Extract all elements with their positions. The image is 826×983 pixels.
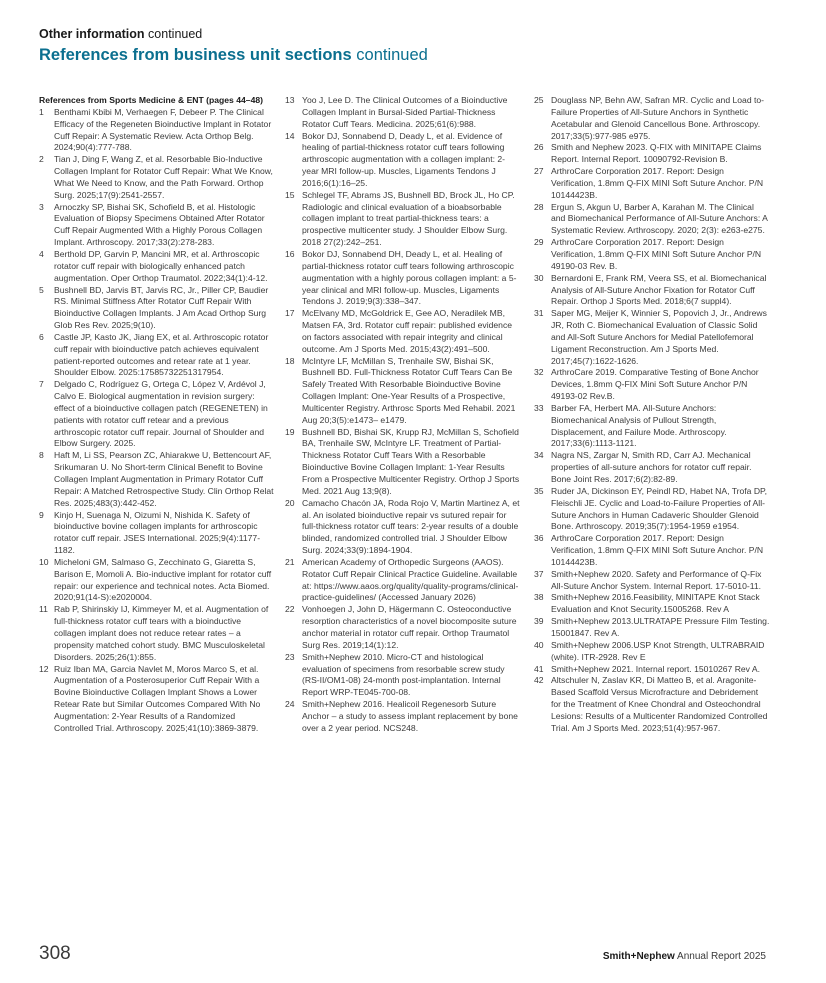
reference-text: Vonhoegen J, John D, Hägermann C. Osteoconductive resorption characteristics of a novel biocomposite suture anchor material in rotator cuff repair. Orthop Traumatol Surg Res. 2019;14(1):12. — [302, 604, 517, 650]
reference-item — [534, 142, 770, 166]
reference-item — [39, 557, 275, 604]
reference-item — [39, 510, 275, 557]
reference-number: 17 — [285, 308, 295, 319]
reference-number: 30 — [534, 272, 544, 283]
reference-item — [534, 569, 770, 593]
reference-item — [285, 604, 521, 651]
reference-number: 27 — [534, 166, 544, 177]
reference-item — [39, 285, 275, 332]
reference-text: ArthroCare Corporation 2017. Report: Design Verification, 1.8mm Q-FIX MINI Soft Suture Anchor. P/N 10144423B. — [551, 166, 764, 200]
reference-number: 11 — [39, 604, 48, 615]
reference-number: 12 — [39, 663, 49, 674]
reference-item — [534, 640, 770, 664]
footer-brand — [603, 951, 766, 962]
reference-item — [534, 450, 770, 486]
reference-number: 39 — [534, 616, 544, 627]
reference-item — [285, 249, 521, 308]
reference-item — [534, 592, 770, 616]
reference-text: Smith+Nephew 2016.Feasibility, MINITAPE Knot Stack Evaluation and Knot Security.15005268. Rev A — [551, 592, 760, 615]
reference-item — [39, 202, 275, 249]
reference-item — [534, 533, 770, 569]
page-title-bold: References from business unit sections — [39, 46, 352, 64]
reference-text: Altschuler N, Zaslav KR, Di Matteo B, et al. Aragonite-Based Scaffold Versus Microfracture and Debridement for the Treatment of Knee Chondral and Osteochondral Lesions: Results of a Multicenter Randomized Controlled Trial. Am J Sports Med. 2023;51(4):957-967. — [551, 675, 768, 733]
reference-item — [534, 273, 770, 309]
reference-number: 14 — [285, 130, 295, 141]
reference-text: Smith+Nephew 2021. Internal report. 15010267 Rev A. — [551, 663, 761, 674]
reference-text: Nagra NS, Zargar N, Smith RD, Carr AJ. Mechanical properties of all-suture anchors for rotator cuff repair. Bone Joint Res. 2017;6(2):82-89. — [551, 450, 752, 484]
reference-number: 26 — [534, 142, 544, 153]
reference-item — [39, 332, 275, 379]
reference-item — [39, 604, 275, 663]
reference-number: 18 — [285, 355, 295, 366]
reference-item — [285, 652, 521, 699]
reference-number: 5 — [39, 284, 44, 295]
reference-item — [534, 616, 770, 640]
reference-text: Schlegel TF, Abrams JS, Bushnell BD, Brock JL, Ho CP. Radiologic and clinical evaluation of a bioabsorbable collagen implant to treat partial-thickness tears: a prospective multicenter study. J Shoulder Elbow Surg. 2018 27(2):242–251. — [302, 189, 515, 248]
reference-item — [534, 403, 770, 450]
reference-item — [39, 107, 275, 154]
reference-number: 9 — [39, 509, 44, 520]
reference-text: Arnoczky SP, Bishai SK, Schofield B, et al. Histologic Evaluation of Biopsy Specimens Obtained After Rotator Cuff Repair Augmented With a Highly Porous Collagen Implant. Arthroscopy. 2017;33(2):278-283. — [54, 201, 265, 248]
reference-number: 10 — [39, 556, 49, 567]
reference-item — [39, 249, 275, 285]
reference-text: Camacho Chacón JA, Roda Rojo V, Martin Martinez A, et al. An isolated bioinductive repair vs sutured repair for full-thickness rotator cuff tears: 2-year results of a double blinded, randomized controlled trial. J Shoulder Elbow Surg. 2024;33(9):1894-1904. — [302, 497, 520, 556]
reference-item — [285, 95, 521, 131]
reference-item — [534, 664, 770, 676]
section-label — [39, 27, 202, 41]
reference-item — [285, 557, 521, 604]
reference-item — [285, 190, 521, 249]
section-label-continued: continued — [148, 27, 203, 41]
page-number: 308 — [39, 943, 71, 964]
reference-item — [534, 166, 770, 202]
reference-item — [285, 498, 521, 557]
reference-text: Tian J, Ding F, Wang Z, et al. Resorbable Bio-Inductive Collagen Implant for Rotator Cuff Repair: What We Know, What We Need to Know, and the Path Forward. Orthop Surg. 2025;17(9):2541-2557. — [54, 154, 273, 200]
reference-text: ArthroCare Corporation 2017. Report: Design Verification, 1.8mm Q-FIX MINI Soft Suture Anchor P/N 49190-03 Rev. B. — [551, 237, 762, 271]
reference-text: Delgado C, Rodríguez G, Ortega C, López V, Ardévol J, Calvo E. Biological augmentation in revision surgery: effect of a bioinductive collagen patch (REGENETEN) in patients with rotator cuff retear and a previous arthroscopic rotator cuff repair. Journal of Shoulder and Elbow Surgery. 2025. — [54, 379, 268, 449]
reference-text: ArthroCare Corporation 2017. Report: Design Verification, 1.8mm Q-FIX MINI Soft Suture Anchor. P/N 10144423B. — [551, 533, 764, 567]
reference-number: 31 — [534, 308, 544, 319]
reference-item — [534, 675, 770, 734]
reference-number: 23 — [285, 651, 295, 662]
reference-text: Smith+Nephew 2016. Healicoil Regenesorb Suture Anchor – a study to assess implant replacement by bone over a 2 year period. NCS248. — [302, 699, 518, 733]
reference-number: 2 — [39, 154, 44, 165]
reference-text: McIntyre LF, McMillan S, Trenhaile SW, Bishai SK, Bushnell BD. Full-Thickness Rotator Cuff Tears Can Be Safely Treated With Resorbable Bioinductive Bovine Collagen Implant: One-Year Results of a Prospective, Multicenter Registry. Arthrosc Sports Med Rehabil. 2021 Aug 20;3(5):e1473– e1479. — [302, 355, 516, 425]
reference-text: American Academy of Orthopedic Surgeons (AAOS). Rotator Cuff Repair Clinical Practice Guideline. Available at: https://www.aaos.org/quality/quality-programs/clinical-practice-guidelines/ (Accessed January 2026) — [302, 556, 519, 603]
reference-text: McElvany MD, McGoldrick E, Gee AO, Neradilek MB, Matsen FA, 3rd. Rotator cuff repair: published evidence on factors associated with repair integrity and clinical outcome. Am J Sports Med. 2015;43(2):491–500. — [302, 308, 513, 354]
reference-number: 29 — [534, 237, 544, 248]
reference-text: Bokor DJ, Sonnabend DH, Deady L, et al. Healing of partial-thickness rotator cuff tears following arthroscopic augmentation with a highly porous collagen implant: a 5-year clinical and MRI follow-up. Muscles, Ligaments Tendons J. 2019;9(3):338–347. — [302, 248, 517, 307]
references-heading: References from Sports Medicine & ENT (pages 44–48) — [39, 95, 263, 105]
reference-item — [534, 95, 770, 142]
reference-number: 32 — [534, 367, 544, 378]
references-column-1 — [39, 95, 275, 735]
reference-number: 15 — [285, 189, 295, 200]
reference-number: 13 — [285, 95, 295, 105]
reference-number: 20 — [285, 497, 295, 508]
reference-text: Benthami Kbibi M, Verhaegen F, Debeer P. The Clinical Efficacy of the Regeneten Bioinductive Implant in Rotator Cuff Repair: A Systematic Review. Acta Orthop Belg. 2024;90(4):777-788. — [54, 106, 272, 153]
reference-number: 4 — [39, 248, 44, 259]
page-title-continued: continued — [356, 46, 428, 64]
reference-number: 25 — [534, 95, 544, 105]
footer-report-name: Annual Report 2025 — [677, 951, 766, 962]
reference-text: Smith+Nephew 2020. Safety and Performance of Q-Fix All-Suture Anchor System. Internal Report. 17-5010-11. — [551, 568, 762, 591]
reference-text: Bokor DJ, Sonnabend D, Deady L, et al. Evidence of healing of partial-thickness rotator cuff tears following arthroscopic augmentation with a collagen implant: 2-year MRI follow-up. Muscles, Ligaments Tendons J 2016;6(1):16–25. — [302, 130, 506, 188]
reference-number: 7 — [39, 379, 44, 390]
reference-text: ArthroCare 2019. Comparative Testing of Bone Anchor Devices, 1.8mm Q-FIX Mini Soft Suture Anchor P/N 49193-02 Rev.B. — [551, 367, 759, 402]
section-label-bold: Other information — [39, 27, 145, 41]
reference-number: 36 — [534, 533, 544, 544]
reference-item — [39, 379, 275, 450]
reference-number: 6 — [39, 331, 44, 342]
reference-text: Smith and Nephew 2023. Q-FIX with MINITAPE Claims Report. Internal Report. 10090792-Revision B. — [551, 142, 762, 165]
reference-item — [534, 486, 770, 533]
reference-text: Yoo J, Lee D. The Clinical Outcomes of a Bioinductive Collagen Implant in Bursal-Sided Partial-Thickness Rotator Cuff Tears. Medicina. 2025;61(6):988. — [302, 95, 508, 129]
reference-item — [39, 450, 275, 509]
reference-item — [39, 664, 275, 735]
reference-item — [285, 308, 521, 355]
reference-text: Kinjo H, Suenaga N, Oizumi N, Nishida K. Safety of bioinductive bovine collagen implants for arthroscopic rotator cuff repair. JSES International. 2025;9(4):1177-1182. — [54, 509, 261, 556]
reference-text: Rab P, Shirinskiy IJ, Kimmeyer M, et al. Augmentation of full-thickness rotator cuff tears with a bioinductive collagen implant does not reduce retear rates – a propensity matched cohort study. BMC Musculoskeletal Disorders. 2025;26(1):855. — [54, 604, 269, 662]
references-column-2 — [285, 95, 521, 735]
reference-text: Ruiz Iban MA, Garcia Navlet M, Moros Marco S, et al. Augmentation of a Posterosuperior Cuff Repair With a Bovine Bioinductive Collagen Implant Shows a Lower Retear Rate but Similar Outcomes Compared With No Augmentation: 2-Year Results of a Randomized Controlled Trial. Arthroscopy. 2025;41(10):3869-3879. — [54, 663, 261, 733]
reference-text: Micheloni GM, Salmaso G, Zecchinato G, Giaretta S, Barison E, Momoli A. Bio-inductive implant for rotator cuff repair: our experience and technical notes. Acta Biomed. 2020;91(14-S):e2020004. — [54, 556, 272, 603]
reference-number: 35 — [534, 485, 544, 496]
reference-item — [39, 154, 275, 201]
reference-text: Berthold DP, Garvin P, Mancini MR, et al. Arthroscopic rotator cuff repair with biologically enhanced patch augmentation. Oper Orthop Traumatol. 2022;34(1):4-12. — [54, 248, 268, 283]
reference-text: Smith+Nephew 2010. Micro-CT and histological evaluation of specimens from resorbable screw study (RS-II/OM1-08) 24-month post-implantation. Internal Report WRP-TE045-700-08. — [302, 651, 505, 698]
reference-number: 42 — [534, 675, 544, 686]
reference-item — [534, 202, 770, 238]
reference-number: 33 — [534, 402, 544, 413]
reference-number: 16 — [285, 248, 295, 259]
reference-item — [534, 308, 770, 367]
reference-number: 22 — [285, 604, 295, 615]
reference-number: 28 — [534, 201, 544, 212]
reference-number: 3 — [39, 201, 44, 212]
reference-text: Ergun S, Akgun U, Barber A, Karahan M. The Clinical and Biomechanical Performance of All-Suture Anchors: A Systematic Review. Arthroscopy. 2020; 2(3): e263-e275. — [551, 201, 768, 236]
reference-text: Bernardoni E, Frank RM, Veera SS, et al. Biomechanical Analysis of All-Suture Anchor Fixation for Rotator Cuff Repair. Orthop J Sports Med. 2018;6(7 suppl4). — [551, 272, 767, 307]
reference-number: 8 — [39, 450, 44, 461]
reference-item — [534, 367, 770, 403]
reference-number: 37 — [534, 568, 544, 579]
reference-item — [285, 427, 521, 498]
reference-item — [285, 131, 521, 190]
reference-text: Ruder JA, Dickinson EY, Peindl RD, Habet NA, Trofa DP, Fleischli JE. Cyclic and Load-to-Failure Properties of All-Suture Anchors in Human Cadaveric Shoulder Glenoid Bone. Arthroscopy. 2019;35(7):1954-1959 e1954. — [551, 485, 768, 532]
reference-number: 24 — [285, 699, 295, 710]
reference-text: Castle JP, Kasto JK, Jiang EX, et al. Arthroscopic rotator cuff repair with bioinductive patch achieves equivalent patient-reported outcomes and retear rate at 1 year. Shoulder Elbow. 2025:17585732251317954. — [54, 331, 269, 378]
references-column-3 — [534, 95, 770, 735]
reference-text: Saper MG, Meijer K, Winnier S, Popovich J, Jr., Andrews JR, Roth C. Biomechanical Evaluation of Classic Solid and All-Soft Suture Anchors for Medial Patellofemoral Ligament Reconstruction. Am J Sports Med. 2017;45(7):1622-1626. — [551, 308, 767, 366]
reference-number: 41 — [534, 663, 544, 674]
reference-number: 38 — [534, 592, 544, 603]
reference-text: Smith+Nephew 2006.USP Knot Strength, ULTRABRAID (white). ITR-2928. Rev E — [551, 639, 765, 662]
reference-number: 19 — [285, 426, 295, 437]
footer-brand-name: Smith+Nephew — [602, 951, 675, 962]
reference-text: Douglass NP, Behn AW, Safran MR. Cyclic and Load to-Failure Properties of All-Suture Anchors in Synthetic Acetabular and Glenoid Cancellous Bone. Arthroscopy. 2017;33(5):977-985 e975. — [551, 95, 765, 141]
reference-number: 21 — [285, 556, 295, 567]
reference-item — [534, 237, 770, 273]
reference-number: 1 — [39, 106, 44, 117]
reference-text: Haft M, Li SS, Pearson ZC, Ahiarakwe U, Bettencourt AF, Srikumaran U. No Short-term Clinical Benefit to Bovine Collagen Implant Augmentation in Primary Rotator Cuff Repair: A Matched Retrospective Study. Clin Orthop Relat Res. 2025;483(3):442-452. — [54, 450, 274, 508]
reference-text: Smith+Nephew 2013.ULTRATAPE Pressure Film Testing. 15001847. Rev A. — [551, 616, 770, 638]
reference-text: Bushnell BD, Jarvis BT, Jarvis RC, Jr., Piller CP, Baudier RS. Minimal Stiffness After Rotator Cuff Repair With Bioinductive Collagen Implants. J Am Acad Orthop Surg Glob Res Rev. 2025;9(10). — [54, 284, 269, 331]
reference-text: Barber FA, Herbert MA. All-Suture Anchors: Biomechanical Analysis of Pullout Strength, Displacement, and Failure Mode. Arthroscopy. 2017;33(6):1113-1121. — [551, 402, 727, 449]
reference-number: 40 — [534, 639, 544, 650]
reference-number: 34 — [534, 450, 544, 461]
reference-text: Bushnell BD, Bishai SK, Krupp RJ, McMillan S, Schofield BA, Trenhaile SW, McIntyre LF. Treatment of Partial-Thickness Rotator Cuff Tears With a Resorbable Bioinductive Bovine Collagen Implant: 1-Year Results From a Prospective Multicenter Registry. Orthop J Sports Med. 2021 Aug 13;9(8). — [302, 426, 520, 496]
page-title — [39, 46, 428, 65]
reference-item — [285, 699, 521, 735]
reference-item — [285, 356, 521, 427]
